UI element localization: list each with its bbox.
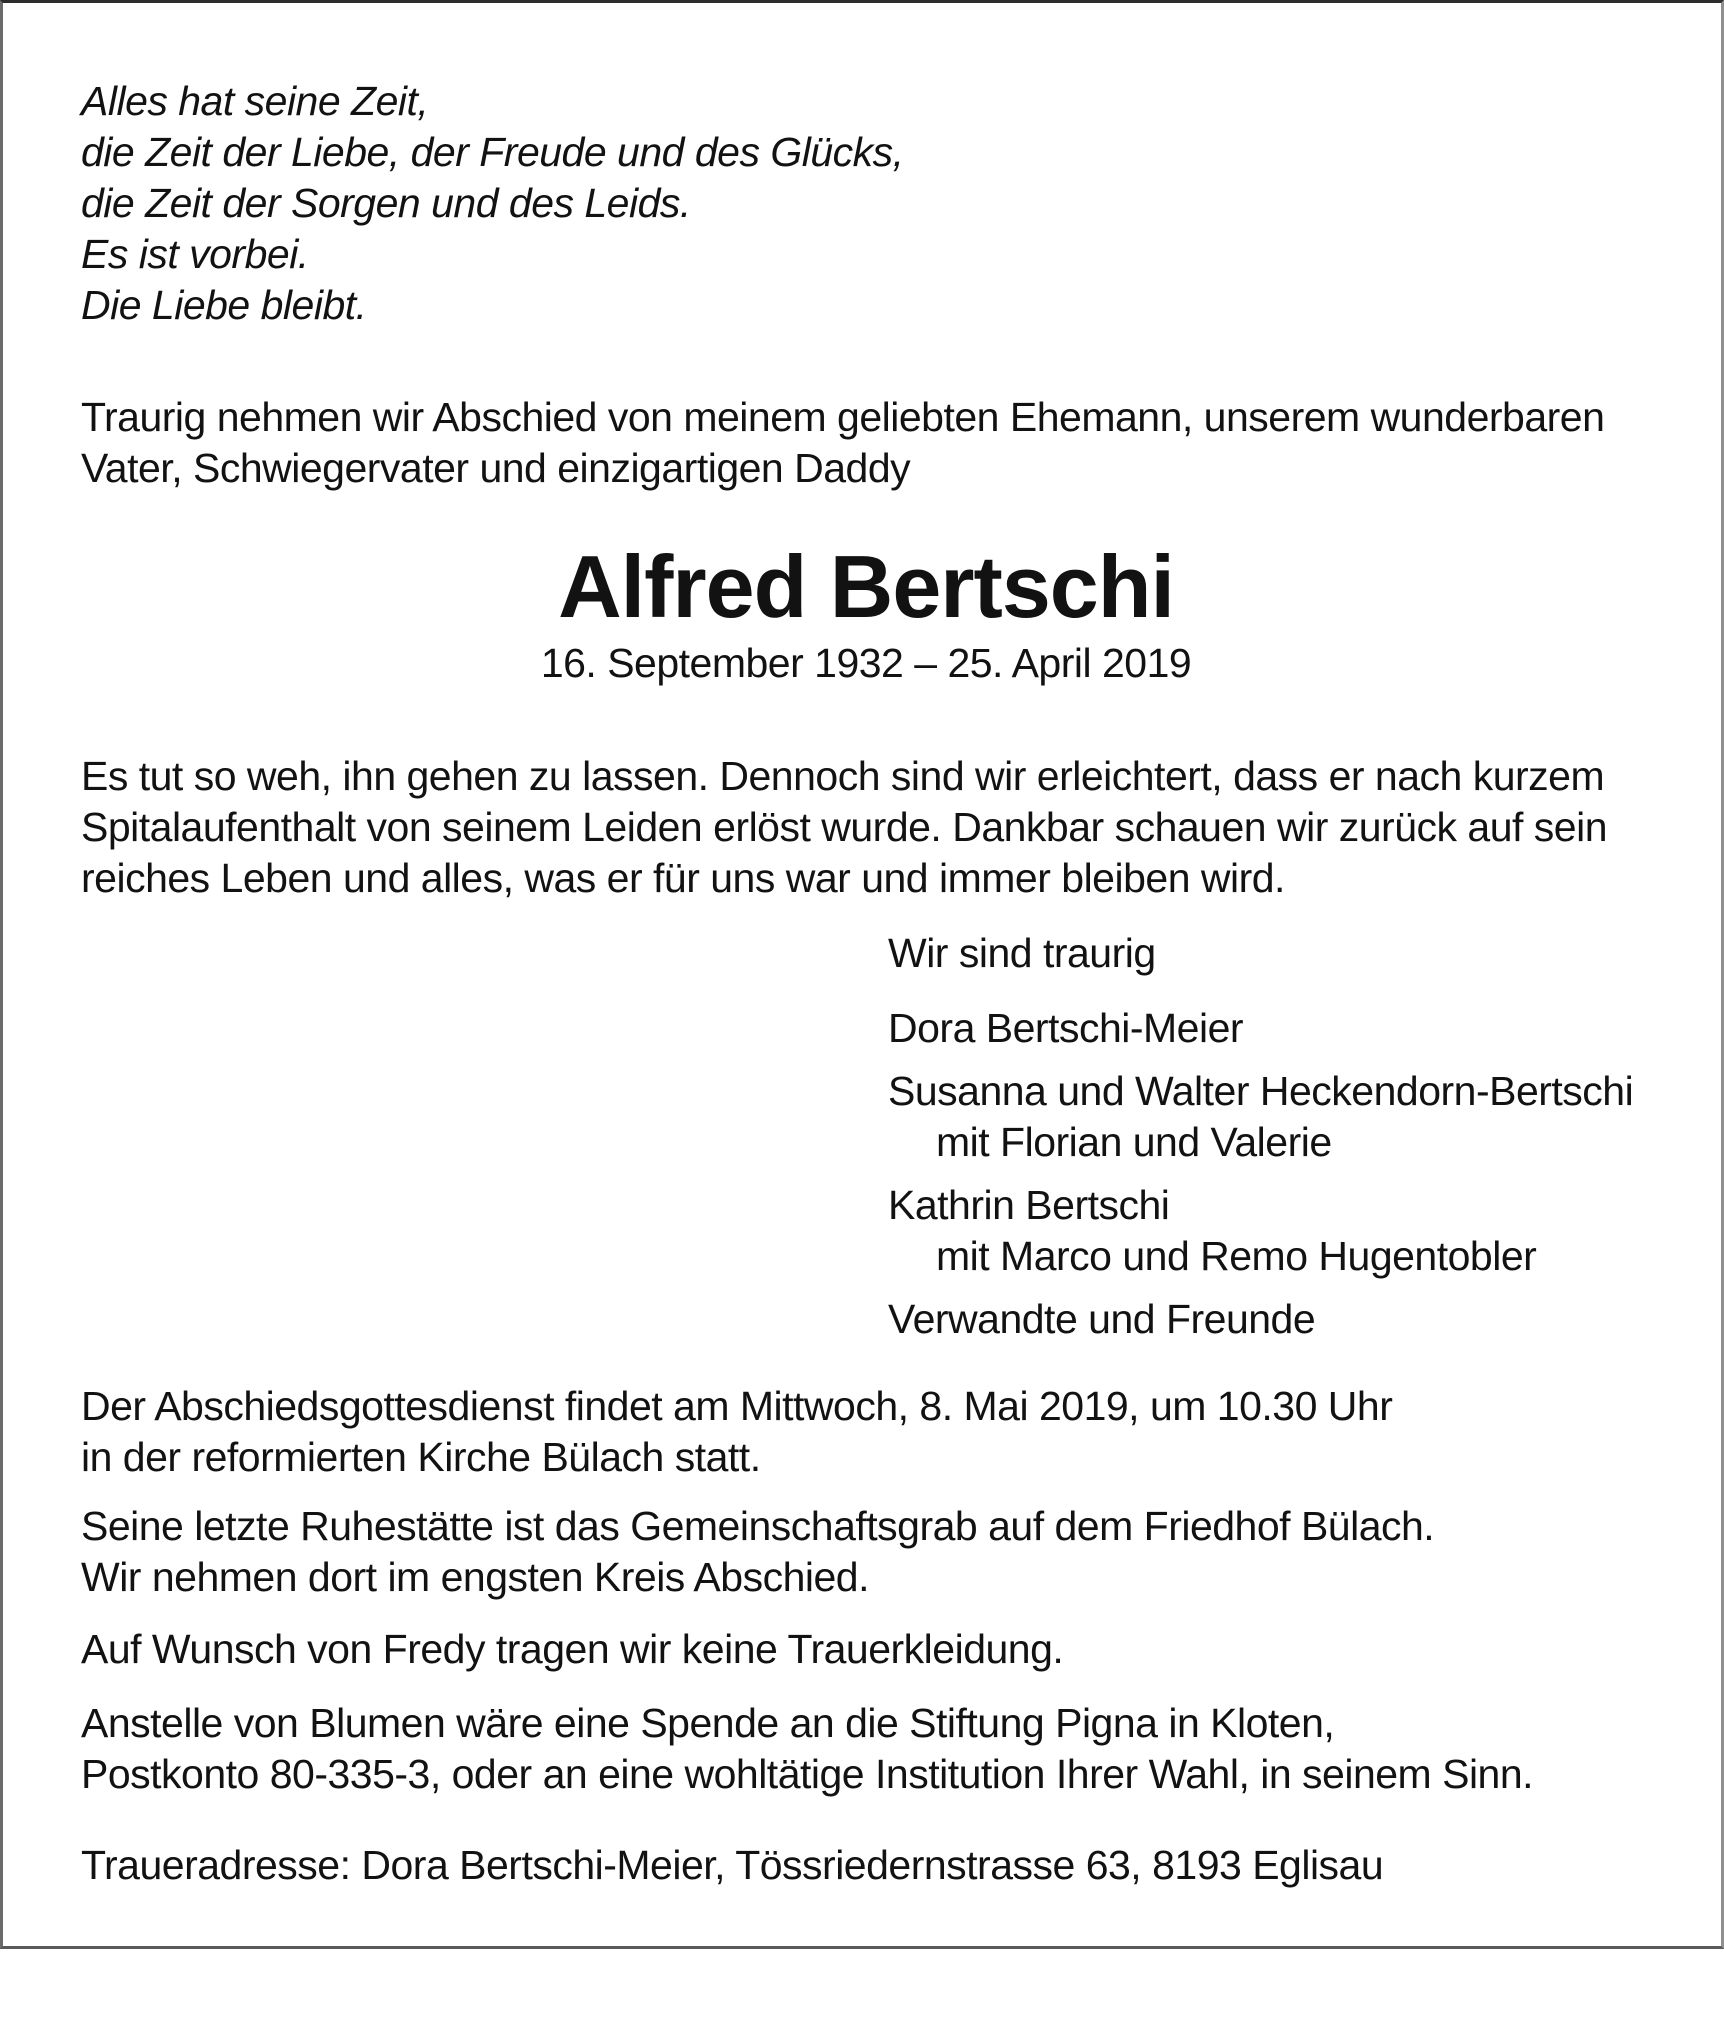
- clothing-paragraph: [81, 1624, 1651, 1675]
- tribute-line: Es tut so weh, ihn gehen zu lassen. Dennoch sind wir erleichtert, dass er nach kurzem: [81, 753, 1605, 799]
- epigraph-line: die Zeit der Liebe, der Freude und des Glücks,: [81, 129, 904, 175]
- tribute-line: Spitalaufenthalt von seinem Leiden erlöst wurde. Dankbar schauen wir zurück auf sein: [81, 804, 1607, 850]
- mourner-entry: [888, 1003, 1651, 1054]
- mourner-name: Kathrin Bertschi: [888, 1182, 1170, 1228]
- resting-place-line: Seine letzte Ruhestätte ist das Gemeinschaftsgrab auf dem Friedhof Bülach.: [81, 1503, 1435, 1549]
- donations-line: Postkonto 80-335-3, oder an eine wohltätige Institution Ihrer Wahl, in seinem Sinn.: [81, 1751, 1534, 1797]
- epigraph-line: die Zeit der Sorgen und des Leids.: [81, 180, 691, 226]
- donations-line: Anstelle von Blumen wäre eine Spende an die Stiftung Pigna in Kloten,: [81, 1700, 1335, 1746]
- mourner-name: Dora Bertschi-Meier: [888, 1005, 1244, 1051]
- mourning-address-line: Traueradresse: Dora Bertschi-Meier, Tössriedernstrasse 63, 8193 Eglisau: [81, 1842, 1384, 1888]
- epigraph-poem: [81, 76, 1651, 331]
- epigraph-line: Es ist vorbei.: [81, 231, 309, 277]
- mourner-name: Verwandte und Freunde: [888, 1296, 1316, 1342]
- tribute-line: reiches Leben und alles, was er für uns war und immer bleiben wird.: [81, 855, 1285, 901]
- mourner-sub-line: mit Marco und Remo Hugentobler: [936, 1233, 1537, 1279]
- clothing-line: Auf Wunsch von Fredy tragen wir keine Trauerkleidung.: [81, 1626, 1064, 1672]
- mourners-block: [888, 928, 1651, 1345]
- intro-paragraph: [81, 392, 1651, 494]
- life-dates: 16. September 1932 – 25. April 2019: [540, 640, 1192, 686]
- mourning-address-paragraph: [81, 1840, 1651, 1891]
- epigraph-line: Die Liebe bleibt.: [81, 282, 367, 328]
- mourner-entry: [888, 1066, 1651, 1168]
- epigraph-line: Alles hat seine Zeit,: [81, 78, 429, 124]
- intro-line: Vater, Schwiegervater und einzigartigen Daddy: [81, 445, 911, 491]
- resting-place-paragraph: [81, 1501, 1651, 1603]
- intro-line: Traurig nehmen wir Abschied von meinem geliebten Ehemann, unserem wunderbaren: [81, 394, 1605, 440]
- donations-paragraph: [81, 1698, 1651, 1800]
- service-line: in der reformierten Kirche Bülach statt.: [81, 1434, 761, 1480]
- deceased-name: Alfred Bertschi: [558, 537, 1174, 636]
- mourner-entry: [888, 1294, 1651, 1345]
- mourner-name: Susanna und Walter Heckendorn-Bertschi: [888, 1068, 1634, 1114]
- service-paragraph: [81, 1381, 1651, 1483]
- mourner-entry: [888, 1180, 1651, 1282]
- resting-place-line: Wir nehmen dort im engsten Kreis Abschied.: [81, 1554, 869, 1600]
- tribute-paragraph: [81, 751, 1651, 904]
- obituary-notice: [3, 76, 1721, 2019]
- mourning-intro: Wir sind traurig: [888, 930, 1156, 976]
- mourner-sub-line: mit Florian und Valerie: [936, 1119, 1332, 1165]
- service-line: Der Abschiedsgottesdienst findet am Mittwoch, 8. Mai 2019, um 10.30 Uhr: [81, 1383, 1393, 1429]
